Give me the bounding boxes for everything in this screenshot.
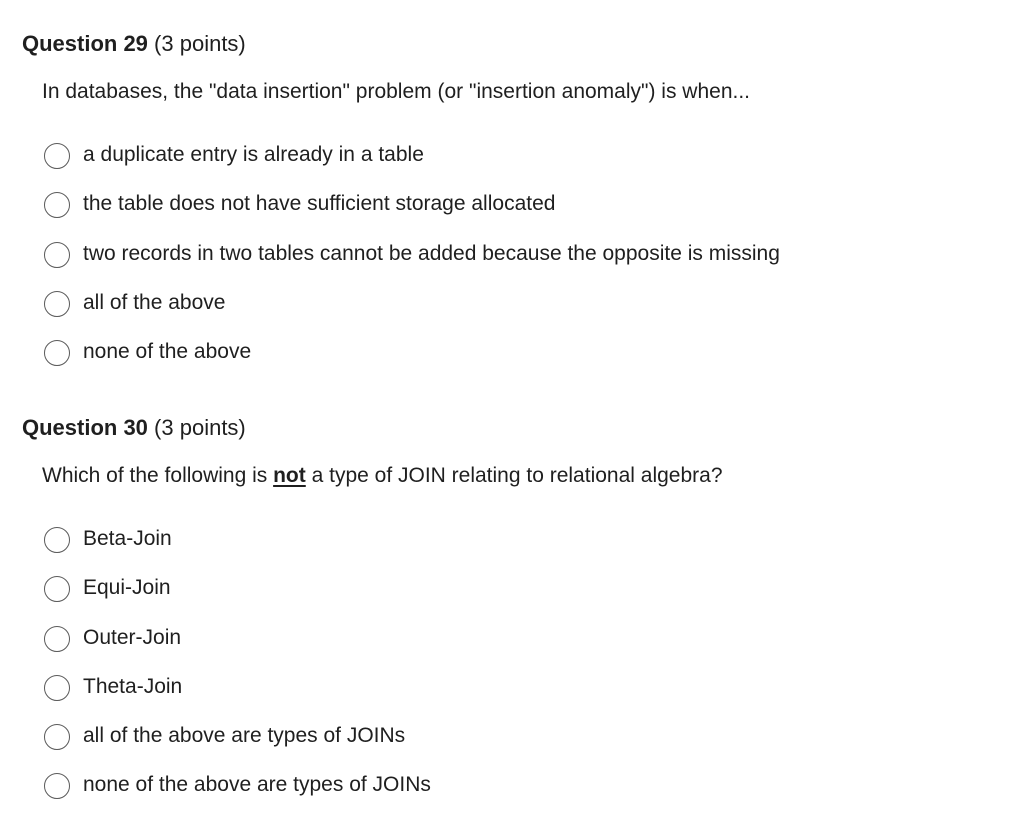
question-points: (3 points) (154, 415, 246, 440)
question-header (22, 414, 246, 442)
question-prompt (42, 78, 750, 106)
option-label[interactable]: Equi-Join (83, 576, 171, 600)
radio-button[interactable] (44, 340, 70, 366)
radio-button[interactable] (44, 143, 70, 169)
question-prompt (42, 462, 723, 490)
option-label[interactable]: none of the above (83, 340, 252, 364)
answer-option[interactable] (44, 771, 431, 820)
option-label[interactable]: Beta-Join (83, 527, 172, 550)
radio-button[interactable] (44, 626, 70, 652)
question-title: Question 30 (22, 415, 148, 440)
answer-option[interactable] (44, 722, 431, 771)
option-label[interactable]: the table does not have sufficient storage allocated (83, 192, 556, 216)
option-label[interactable]: Theta-Join (83, 674, 183, 698)
question-header (22, 30, 246, 58)
prompt-text-before: Which of the following is (42, 464, 274, 487)
option-label[interactable]: a duplicate entry is already in a table (83, 143, 424, 166)
question-title: Question 29 (22, 31, 148, 56)
radio-button[interactable] (44, 291, 70, 317)
radio-button[interactable] (44, 242, 70, 268)
radio-button[interactable] (44, 724, 70, 750)
answer-option[interactable] (44, 240, 780, 289)
answer-option[interactable] (44, 525, 431, 574)
option-label[interactable]: all of the above (83, 290, 226, 314)
answer-option[interactable] (44, 190, 780, 239)
answer-option[interactable] (44, 574, 431, 623)
radio-button[interactable] (44, 192, 70, 218)
answer-option[interactable] (44, 289, 780, 338)
radio-button[interactable] (44, 675, 70, 701)
prompt-emphasis: not (273, 464, 306, 487)
answer-option[interactable] (44, 141, 780, 190)
option-label[interactable]: Outer-Join (83, 625, 182, 649)
radio-button[interactable] (44, 773, 70, 799)
question-points: (3 points) (154, 31, 246, 56)
answer-option[interactable] (44, 673, 431, 722)
answer-option[interactable] (44, 624, 431, 673)
prompt-text-after: a type of JOIN relating to relational algebra? (305, 464, 723, 487)
prompt-text: In databases, the "data insertion" problem (or "insertion anomaly") is when... (42, 80, 751, 103)
radio-button[interactable] (44, 527, 70, 553)
answer-option[interactable] (44, 338, 780, 387)
option-label[interactable]: all of the above are types of JOINs (83, 724, 406, 748)
option-label[interactable]: none of the above are types of JOINs (83, 773, 431, 797)
answer-options (44, 141, 780, 387)
answer-options (44, 525, 431, 821)
option-label[interactable]: two records in two tables cannot be added because the opposite is missing (83, 241, 780, 265)
radio-button[interactable] (44, 576, 70, 602)
